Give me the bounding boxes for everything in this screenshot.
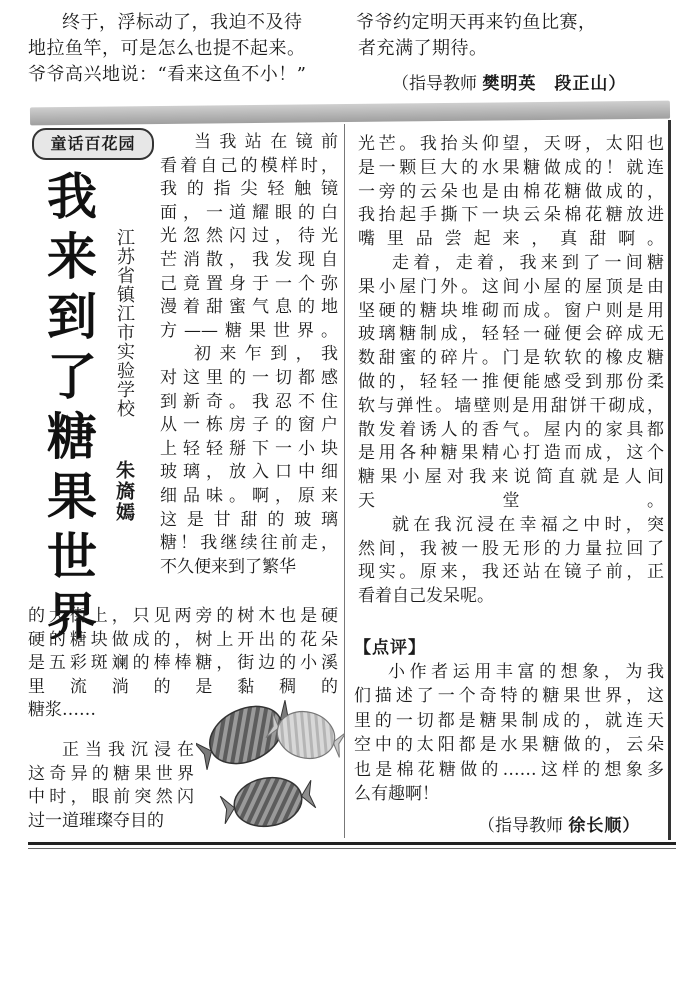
- text-line: 中时，眼前突然闪: [28, 787, 194, 808]
- text-line: 漫着甜蜜气息的地: [160, 297, 338, 318]
- author-school: 江苏省镇江市实验学校: [114, 228, 135, 418]
- text-line: 嘴里品尝起来，真甜啊。: [358, 229, 664, 250]
- text-line: 玻璃，放入口中细: [160, 462, 338, 483]
- text-line: 者充满了期待。: [358, 38, 488, 59]
- text-line: 看着自己发呆呢。: [358, 586, 494, 607]
- text-line: 也是棉花糖做的……这样的想象多: [354, 759, 664, 780]
- text-line: 果小屋门外。这间小屋的屋顶是由: [358, 276, 664, 297]
- text-line: 天堂。: [358, 491, 664, 511]
- text-line: 们描述了一个奇特的糖果世界，这: [354, 686, 664, 707]
- text-line: 走着，走着，我来到了一间糖: [392, 253, 664, 273]
- text-line: 地拉鱼竿，可是怎么也提不起来。: [28, 38, 306, 59]
- text-line: 一旁的云朵也是由棉花糖做成的，: [358, 181, 664, 202]
- wrapped-candy-icon: [196, 690, 344, 840]
- text-line: 芒消散，我发现自: [160, 250, 338, 270]
- text-line: 散发着诱人的香气。屋内的家具都: [358, 419, 664, 440]
- text-line: 糖浆……: [28, 700, 96, 721]
- text-line: 细品味。啊，原来: [160, 486, 338, 506]
- text-line: 不久便来到了繁华: [160, 556, 296, 577]
- text-line: 这奇异的糖果世界: [28, 763, 194, 784]
- text-line: 初来乍到，我: [194, 344, 338, 365]
- text-line: 硬的糖块做成的，树上开出的花朵: [28, 629, 338, 650]
- text-line: 么有趣啊！: [354, 784, 439, 804]
- text-line: 方——糖果世界。: [160, 320, 338, 341]
- text-line: 爷爷高兴地说：“看来这鱼不小！”: [28, 64, 307, 85]
- text-line: 数甜蜜的碎片。门是软软的橡皮糖: [358, 348, 664, 369]
- comment-teacher-names: 徐长顺）: [568, 816, 641, 836]
- text-line: 我的指尖轻触镜: [160, 179, 338, 200]
- teacher-names: 樊明英 段正山）: [482, 74, 627, 94]
- teacher-label: （指导教师: [392, 74, 477, 94]
- text-line: 过一道璀璨夺目的: [28, 810, 164, 831]
- comment-teacher-label: （指导教师: [478, 816, 563, 836]
- comment-heading: 【点评】: [354, 638, 426, 658]
- text-line: 小作者运用丰富的想象，为我: [388, 662, 664, 682]
- text-line: 己竟置身于一个弥: [160, 273, 338, 294]
- text-line: 看着自己的模样时，: [160, 155, 338, 176]
- section-badge: 童话百花园: [32, 128, 154, 160]
- text-line: 做的，轻轻一推便能感受到那份柔: [358, 372, 664, 392]
- text-line: 从一栋房子的窗户: [160, 415, 338, 436]
- text-line: 的大街上，只见两旁的树木也是硬: [28, 606, 338, 626]
- text-line: 爷爷约定明天再来钓鱼比赛，: [356, 12, 597, 33]
- text-line: 坚硬的糖块堆砌而成。窗户则是用: [358, 300, 664, 321]
- text-line: 这是甘甜的玻璃: [160, 509, 338, 530]
- candy-bottom: [219, 770, 318, 833]
- text-line: 糖！我继续往前走，: [160, 533, 338, 554]
- text-line: 当我站在镜前: [194, 132, 338, 152]
- text-line: 面，一道耀眼的白: [160, 202, 338, 223]
- text-line: 光忽然闪过，待光: [160, 226, 338, 247]
- page-edge-rule: [668, 120, 671, 840]
- text-line: 里的一切都是糖果制成的，就连天: [354, 710, 664, 731]
- text-line: 到新奇。我忍不住: [160, 391, 338, 412]
- text-line: 上轻轻掰下一小块: [160, 438, 338, 459]
- bottom-rule: [28, 842, 676, 845]
- text-line: 现实。原来，我还站在镜子前，正: [358, 562, 664, 583]
- text-line: 软与弹性。墙壁则是用甜饼干砌成，: [358, 395, 664, 416]
- text-line: 是用各种糖果精心打造而成，这个: [358, 443, 664, 464]
- previous-teacher-credit: [392, 72, 626, 96]
- text-line: 空中的太阳都是水果糖做的，云朵: [354, 735, 664, 756]
- bottom-rule-thin: [28, 848, 676, 849]
- text-line: 然间，我被一股无形的力量拉回了: [358, 538, 664, 559]
- text-line: 是一颗巨大的水果糖做成的！就连: [358, 157, 664, 178]
- author-name: 朱旖嫣: [113, 460, 135, 523]
- text-line: 终于，浮标动了，我迫不及待: [62, 12, 303, 33]
- text-line: 里流淌的是黏稠的: [28, 676, 338, 697]
- text-line: 对这里的一切都感: [160, 368, 338, 388]
- text-line: 光芒。我抬头仰望，天呀，太阳也: [358, 134, 664, 154]
- comment-teacher-credit: [478, 814, 640, 838]
- section-divider: [30, 101, 670, 126]
- text-line: 正当我沉浸在: [62, 740, 194, 760]
- text-line: 糖果小屋对我来说简直就是人间: [358, 467, 664, 488]
- article-title: 我来到了糖果世界: [39, 170, 97, 650]
- text-line: 就在我沉浸在幸福之中时，突: [392, 514, 664, 535]
- text-line: 我抬起手撕下一块云朵棉花糖放进: [358, 205, 664, 226]
- text-line: 玻璃糖制成，轻轻一碰便会碎成无: [358, 324, 664, 345]
- column-separator: [344, 124, 345, 838]
- text-line: 是五彩斑斓的棒棒糖，街边的小溪: [28, 653, 338, 674]
